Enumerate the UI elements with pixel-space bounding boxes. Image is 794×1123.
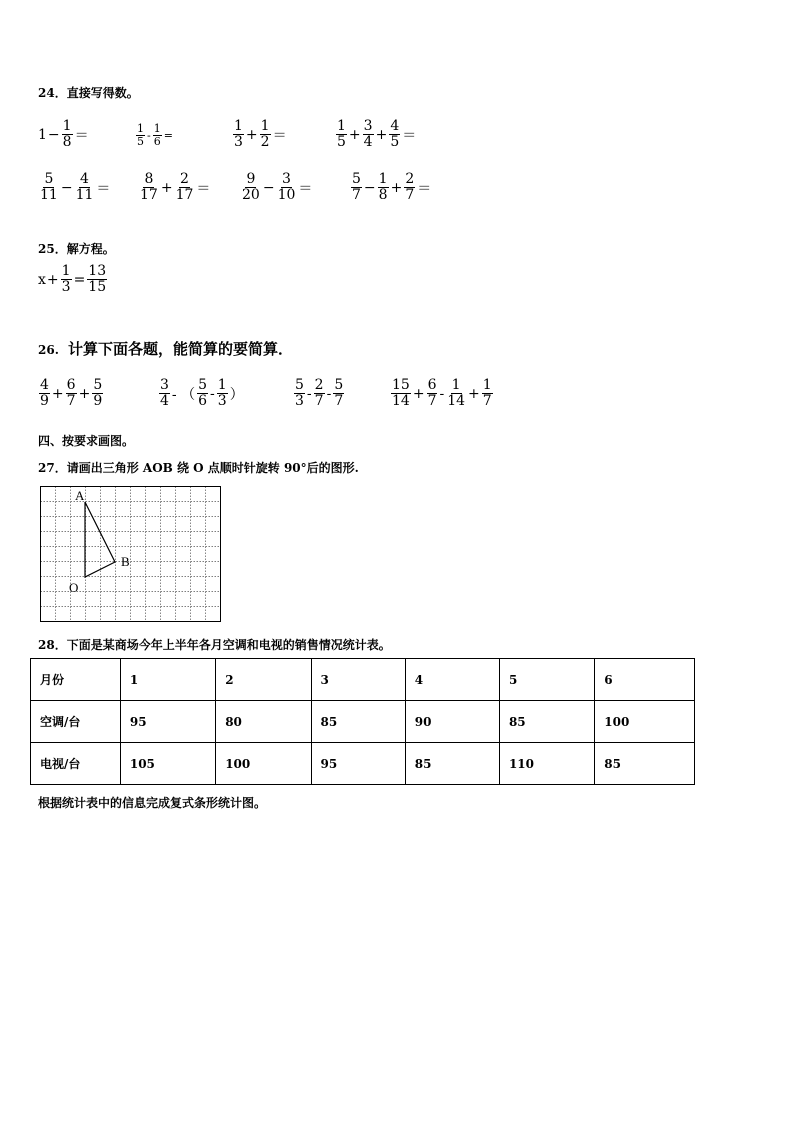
numerator: 5 <box>198 377 208 393</box>
label-b: B <box>121 554 130 569</box>
denominator: 17 <box>175 187 194 204</box>
operator: − <box>60 179 73 196</box>
grid-lines <box>41 487 221 622</box>
denominator: 7 <box>66 393 76 410</box>
fraction <box>62 119 73 151</box>
table-cell: 100 <box>595 701 695 743</box>
denominator: 17 <box>140 187 158 204</box>
q24-expression <box>138 172 211 204</box>
fraction <box>404 172 415 204</box>
numerator: 4 <box>80 171 89 187</box>
denominator: 8 <box>62 134 72 151</box>
numerator: 15 <box>392 377 410 393</box>
numerator: 6 <box>66 377 76 393</box>
numerator: 13 <box>88 263 107 279</box>
denominator: 7 <box>352 187 361 204</box>
q24-expression <box>350 172 432 204</box>
numerator: 1 <box>482 377 492 393</box>
operator: ＝ <box>74 127 89 144</box>
numerator: 1 <box>153 122 161 135</box>
q27-title: 27．请画出三角形 AOB 绕 O 点顺时针旋转 90°后的图形. <box>38 461 359 475</box>
operator: - <box>147 129 151 143</box>
table-cell: 85 <box>595 743 695 785</box>
operator: ） <box>229 386 244 403</box>
fraction <box>39 172 59 204</box>
fraction <box>391 378 411 410</box>
denominator: 7 <box>405 187 415 204</box>
denominator: 5 <box>337 134 346 151</box>
fraction <box>159 378 170 410</box>
table-cell: 6 <box>595 659 695 701</box>
fraction <box>277 172 297 204</box>
table-cell: 85 <box>311 701 405 743</box>
fraction <box>153 123 162 148</box>
q25-equation-expr <box>38 264 108 296</box>
numerator: 2 <box>314 377 324 393</box>
q26-expression <box>158 378 245 410</box>
numerator: 5 <box>334 377 344 393</box>
operator: - <box>306 385 312 402</box>
section4-title: 四、按要求画图。 <box>38 434 135 448</box>
fraction <box>336 119 347 151</box>
numerator: 1 <box>234 118 243 134</box>
table-cell: 月份 <box>31 659 121 701</box>
fraction <box>197 378 208 410</box>
numerator: 1 <box>378 171 388 187</box>
q28-title: 28．下面是某商场今年上半年各月空调和电视的销售情况统计表。 <box>38 638 391 652</box>
q24-expression <box>38 119 90 151</box>
numerator: 9 <box>246 171 256 187</box>
fraction <box>175 172 195 204</box>
operator: + <box>468 385 480 402</box>
denominator: 9 <box>93 393 103 410</box>
denominator: 3 <box>61 279 71 296</box>
operator: + <box>390 179 403 196</box>
fraction <box>39 378 50 410</box>
term: x <box>38 271 46 288</box>
table-cell: 5 <box>499 659 594 701</box>
fraction <box>378 172 389 204</box>
denominator: 9 <box>40 393 49 410</box>
numerator: 1 <box>61 263 71 279</box>
denominator: 15 <box>88 279 107 296</box>
header-row <box>31 659 695 701</box>
denominator: 11 <box>75 187 94 204</box>
fraction <box>66 378 77 410</box>
table-cell: 2 <box>216 659 311 701</box>
sales-table <box>30 658 695 785</box>
label-o: O <box>69 580 79 595</box>
numerator: 3 <box>160 377 169 393</box>
q26-number: 26. <box>38 343 59 357</box>
numerator: 1 <box>337 118 346 134</box>
table-cell: 95 <box>311 743 405 785</box>
q26-heading <box>38 338 293 359</box>
denominator: 14 <box>447 393 466 410</box>
operator: + <box>245 126 258 143</box>
q24-expression <box>38 172 111 204</box>
denominator: 7 <box>427 393 437 410</box>
denominator: 10 <box>277 187 296 204</box>
fraction <box>389 119 400 151</box>
denominator: 3 <box>217 393 227 410</box>
numerator: 4 <box>390 118 400 134</box>
table-cell: 3 <box>311 659 405 701</box>
denominator: 5 <box>390 134 400 151</box>
q28-footer: 根据统计表中的信息完成复式条形统计图。 <box>38 796 267 810</box>
numerator: 5 <box>44 171 54 187</box>
operator: − <box>47 126 60 143</box>
operator: + <box>46 271 59 288</box>
numerator: 5 <box>352 171 361 187</box>
numerator: 1 <box>62 118 72 134</box>
fraction <box>446 378 466 410</box>
q27-grid-figure <box>40 486 221 622</box>
fraction <box>260 119 271 151</box>
denominator: 20 <box>242 187 260 204</box>
table-cell: 4 <box>405 659 499 701</box>
operator: + <box>160 179 173 196</box>
table-cell: 空调/台 <box>31 701 121 743</box>
denominator: 3 <box>295 393 304 410</box>
fraction <box>139 172 159 204</box>
denominator: 6 <box>198 393 208 410</box>
table-cell: 95 <box>120 701 215 743</box>
q24-expression <box>335 119 417 151</box>
numerator: 8 <box>144 171 154 187</box>
table-cell: 100 <box>216 743 311 785</box>
operator: ＝ <box>196 180 211 197</box>
operator: ＝ <box>96 180 111 197</box>
fraction <box>92 378 103 410</box>
denominator: 14 <box>392 393 410 410</box>
operator: = <box>73 271 86 288</box>
denominator: 8 <box>378 187 388 204</box>
q26-title: 计算下面各题，能简算的要简算． <box>67 340 293 358</box>
fraction <box>87 264 107 296</box>
triangle-aob <box>85 502 115 577</box>
denominator: 4 <box>363 134 373 151</box>
table-cell: 85 <box>499 701 594 743</box>
fraction <box>314 378 325 410</box>
fraction <box>136 123 145 148</box>
fraction <box>233 119 244 151</box>
operator: ＝ <box>402 127 417 144</box>
operator: + <box>375 126 388 143</box>
q24-title: 24．直接写得数。 <box>38 86 139 100</box>
fraction <box>427 378 438 410</box>
denominator: 5 <box>137 135 144 149</box>
fraction <box>61 264 72 296</box>
q25-title: 25．解方程。 <box>38 242 115 256</box>
numerator: 4 <box>40 377 49 393</box>
operator: − <box>262 179 275 196</box>
table-cell: 110 <box>499 743 594 785</box>
numerator: 5 <box>295 377 304 393</box>
operator: ＝ <box>417 180 432 197</box>
term: 1 <box>38 126 47 143</box>
operator: - <box>439 385 445 402</box>
operator: − <box>363 179 376 196</box>
table-cell: 105 <box>120 743 215 785</box>
q24-expression <box>240 172 313 204</box>
operator: - <box>326 385 332 402</box>
tv-row <box>31 743 695 785</box>
numerator: 5 <box>93 377 103 393</box>
q24-expression <box>232 119 288 151</box>
table-cell: 85 <box>405 743 499 785</box>
denominator: 7 <box>314 393 324 410</box>
denominator: 7 <box>334 393 344 410</box>
operator: + <box>348 126 361 143</box>
denominator: 4 <box>160 393 169 410</box>
q26-expression <box>390 378 494 410</box>
label-a: A <box>75 488 85 503</box>
aircon-row <box>31 701 695 743</box>
numerator: 1 <box>217 377 227 393</box>
numerator: 2 <box>180 171 189 187</box>
q26-expression <box>293 378 345 410</box>
table-cell: 1 <box>120 659 215 701</box>
numerator: 3 <box>282 171 291 187</box>
q24-expression <box>135 123 174 148</box>
table-cell: 80 <box>216 701 311 743</box>
fraction <box>333 378 344 410</box>
numerator: 3 <box>363 118 373 134</box>
fraction <box>217 378 228 410</box>
numerator: 1 <box>260 118 270 134</box>
fraction <box>351 172 362 204</box>
numerator: 6 <box>427 377 437 393</box>
operator: ＝ <box>298 180 313 197</box>
denominator: 3 <box>234 134 243 151</box>
table-cell: 电视/台 <box>31 743 121 785</box>
operator: + <box>412 385 425 402</box>
denominator: 2 <box>260 134 270 151</box>
operator: = <box>163 129 173 143</box>
operator: + <box>51 385 64 402</box>
fraction <box>482 378 493 410</box>
fraction <box>241 172 261 204</box>
numerator: 1 <box>451 377 461 393</box>
operator: ＝ <box>272 127 287 144</box>
denominator: 6 <box>153 135 161 149</box>
denominator: 11 <box>40 187 58 204</box>
numerator: 1 <box>137 122 144 135</box>
q26-expression <box>38 378 104 410</box>
numerator: 2 <box>405 171 415 187</box>
operator: + <box>78 385 91 402</box>
fraction <box>294 378 305 410</box>
denominator: 7 <box>482 393 492 410</box>
operator: - （ <box>171 386 196 403</box>
table-cell: 90 <box>405 701 499 743</box>
fraction <box>75 172 95 204</box>
operator: - <box>210 385 215 402</box>
fraction <box>363 119 374 151</box>
